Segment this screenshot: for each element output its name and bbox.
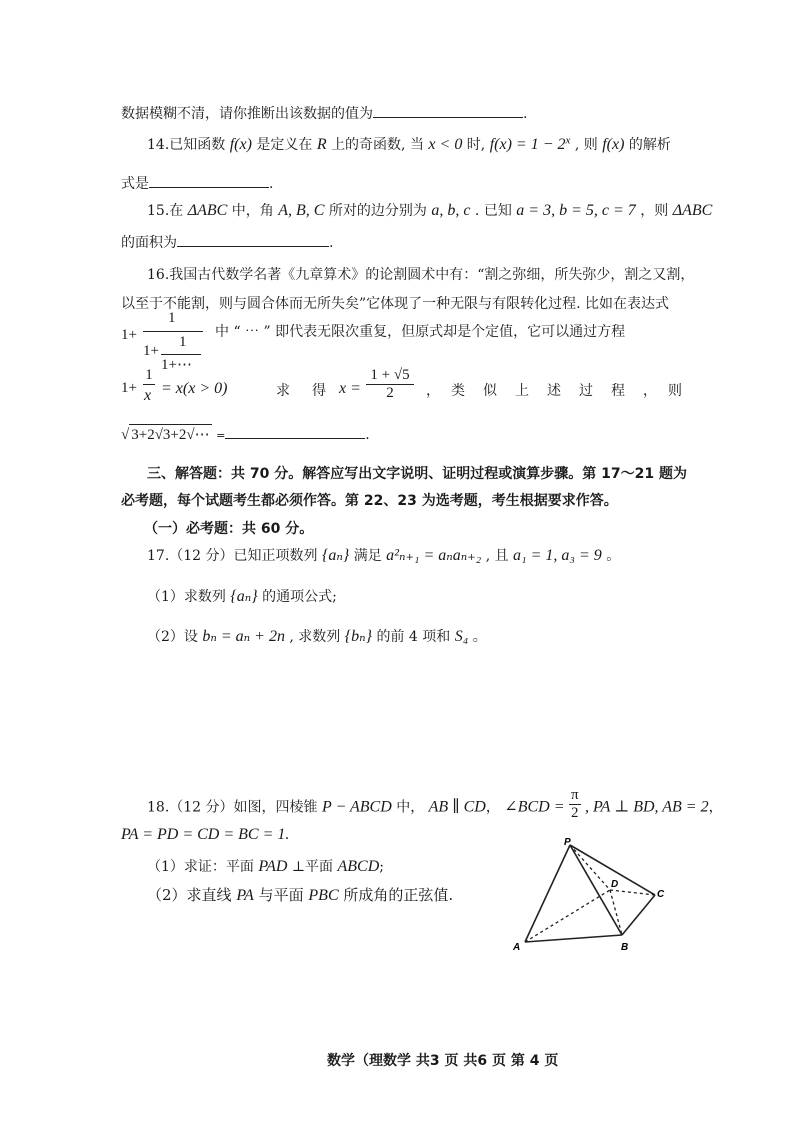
q18-line2: PA = PD = CD = BC = 1. (121, 826, 290, 843)
answer-blank-13[interactable] (373, 103, 523, 118)
q17-part1: （1）求数列 {aₙ} 的通项公式; (147, 588, 337, 605)
answer-blank-16[interactable] (225, 424, 365, 439)
q16-line3: 中 “ ⋯ ” 即代表无限次重复，但原式却是个定值，它可以通过方程 (215, 324, 626, 340)
q13-tail: 数据模糊不清，请你推断出该数据的值为 . (121, 103, 527, 123)
section3-sub: （一）必考题：共 60 分。 (144, 521, 314, 537)
q17-head: 17.（12 分）已知正项数列 {aₙ} 满足 a²ₙ₊₁ = aₙaₙ₊₂ , 且 a₁ = 1, a₃ = 9 。 (147, 547, 621, 564)
q17-part2: （2）设 bₙ = aₙ + 2n , 求数列 {bₙ} 的前 4 项和 S₄ 。 (147, 628, 487, 645)
vertex-d: D (611, 879, 619, 890)
q15-line1: 15.在 ΔABC 中，角 A, B, C 所对的边分别为 a, b, c . 已知 a = 3, b = 5, c = 7 ，则 ΔABC (147, 202, 713, 219)
pyramid-figure (505, 835, 685, 965)
q15-line2: 的面积为 . (121, 232, 333, 252)
q14-line2: 式是 . (121, 173, 273, 193)
section3-heading-2: 必考题，每个试题考生都必须作答。第 22、23 为选考题，考生根据要求作答。 (121, 493, 618, 509)
answer-blank-14[interactable] (149, 173, 269, 188)
vertex-c: C (657, 889, 665, 900)
q16-line1: 16.我国古代数学名著《九章算术》的论割圆术中有：“割之弥细，所失弥少，割之又割， (147, 267, 695, 283)
q16-line2: 以至于不能割，则与圆合体而无所失矣”它体现了一种无限与有限转化过程. 比如在表达式 (121, 296, 670, 312)
q14-line1: 14.已知函数 f(x) 是定义在 R 上的奇函数, 当 x < 0 时, $f(x) = 1 - 2^x$ , 则 f(x) 的解析 (147, 134, 671, 153)
answer-blank-15[interactable] (177, 232, 329, 247)
q18-part2: （2）求直线 PA 与平面 PBC 所成角的正弦值. (147, 886, 454, 904)
section3-heading: 三、解答题：共 70 分。解答应写出文字说明、证明过程或演算步骤。第 17～21 题为 (147, 466, 687, 482)
vertex-p: P (564, 837, 571, 848)
q16-line5: √ 3+2√3+2√⋯ = . (121, 424, 370, 444)
page-footer: 数学（理数学 共3 页 共6 页 第 4 页 (327, 1053, 559, 1069)
vertex-b: B (621, 942, 629, 953)
q18-part1: （1）求证：平面 PAD ⊥平面 ABCD; (147, 858, 384, 875)
vertex-a: A (513, 942, 521, 953)
q18-head: 18.（12 分）如图，四棱锥 P − ABCD 中， AB ∥ CD， ∠BCD = $\frac{\pi}{2}$ , PA ⊥ BD, AB = 2， (147, 787, 723, 821)
